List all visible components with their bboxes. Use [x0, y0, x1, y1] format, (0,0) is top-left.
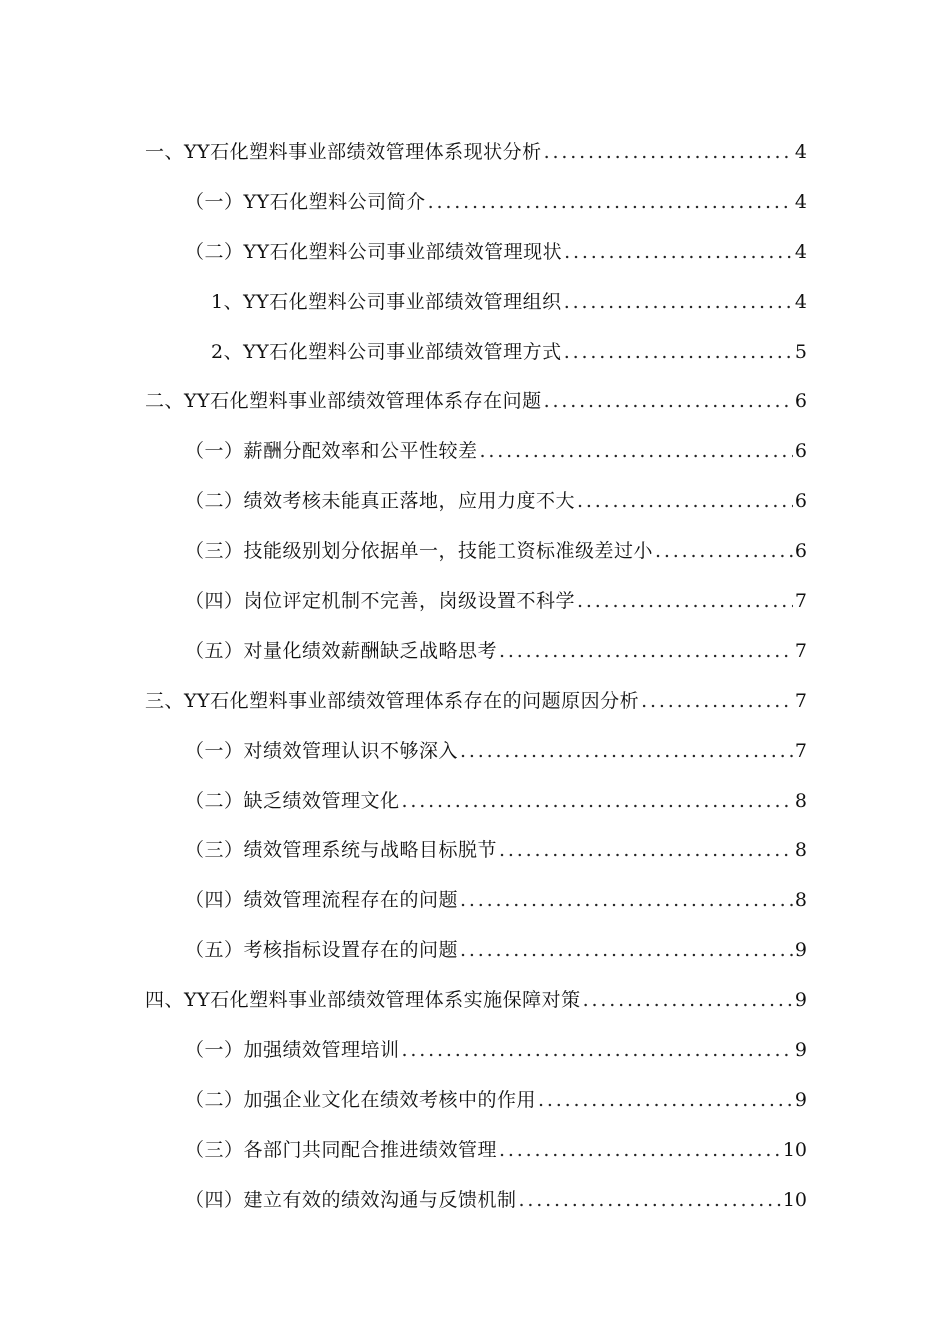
- toc-page-number: 7: [794, 739, 807, 762]
- toc-entry[interactable]: [145, 577, 807, 627]
- toc-entry[interactable]: [145, 1076, 807, 1126]
- toc-entry[interactable]: [145, 228, 807, 278]
- toc-dot-leader: [564, 228, 793, 278]
- toc-entry-title: 二、YY石化塑料事业部绩效管理体系存在问题: [145, 390, 542, 413]
- toc-entry[interactable]: [145, 876, 807, 926]
- toc-entry-title: 三、YY石化塑料事业部绩效管理体系存在的问题原因分析: [145, 689, 640, 712]
- toc-entry[interactable]: [145, 826, 807, 876]
- toc-entry[interactable]: [145, 976, 807, 1026]
- toc-entry[interactable]: [145, 1126, 807, 1176]
- toc-dot-leader: [564, 278, 793, 328]
- toc-entry-title: 四、YY石化塑料事业部绩效管理体系实施保障对策: [145, 989, 581, 1012]
- toc-dot-leader: [544, 377, 793, 427]
- toc-entry-title: （二）缺乏绩效管理文化: [185, 789, 400, 812]
- toc-entry[interactable]: [145, 777, 807, 827]
- toc-page-number: 6: [794, 390, 807, 413]
- toc-dot-leader: [460, 876, 793, 926]
- toc-dot-leader: [460, 926, 793, 976]
- toc-page-number: 7: [794, 689, 807, 712]
- toc-dot-leader: [460, 727, 793, 777]
- toc-entry[interactable]: [145, 677, 807, 727]
- toc-dot-leader: [402, 777, 793, 827]
- toc-entry-title: 一、YY石化塑料事业部绩效管理体系现状分析: [145, 141, 542, 163]
- toc-entry-title: （四）绩效管理流程存在的问题: [185, 889, 459, 912]
- toc-dot-leader: [480, 427, 793, 477]
- toc-dot-leader: [564, 328, 793, 378]
- toc-entry-title: 2、YY石化塑料公司事业部绩效管理方式: [211, 340, 562, 363]
- table-of-contents: [145, 128, 807, 1226]
- toc-entry-title: （二）绩效考核未能真正落地，应用力度不大: [185, 490, 576, 513]
- toc-entry[interactable]: [145, 1026, 807, 1076]
- toc-entry-title: （一）对绩效管理认识不够深入: [185, 739, 459, 762]
- toc-entry[interactable]: [145, 377, 807, 427]
- toc-entry-title: （二）加强企业文化在绩效考核中的作用: [185, 1088, 537, 1111]
- toc-entry-title: （二）YY石化塑料公司事业部绩效管理现状: [185, 240, 563, 263]
- toc-page-number: 6: [794, 440, 807, 463]
- toc-dot-leader: [583, 976, 793, 1026]
- toc-dot-leader: [577, 577, 793, 627]
- toc-page-number: 9: [794, 939, 807, 962]
- toc-page-number: 5: [794, 340, 807, 363]
- toc-entry-title: （一）加强绩效管理培训: [185, 1039, 400, 1062]
- toc-page-number: 7: [794, 590, 807, 613]
- toc-entry[interactable]: [145, 178, 807, 228]
- toc-entry[interactable]: [145, 427, 807, 477]
- toc-page-number: 4: [794, 190, 807, 213]
- toc-entry[interactable]: [145, 128, 807, 178]
- toc-entry-title: （一）薪酬分配效率和公平性较差: [185, 440, 478, 463]
- toc-dot-leader: [544, 128, 793, 178]
- toc-entry-title: （三）技能级别划分依据单一，技能工资标准级差过小: [185, 540, 654, 563]
- toc-page-number: 8: [794, 889, 807, 912]
- toc-page-number: 9: [794, 989, 807, 1012]
- toc-entry[interactable]: [145, 328, 807, 378]
- toc-dot-leader: [641, 677, 793, 727]
- toc-page-number: 6: [794, 490, 807, 513]
- toc-dot-leader: [655, 527, 793, 577]
- toc-dot-leader: [428, 178, 793, 228]
- toc-entry[interactable]: [145, 627, 807, 677]
- toc-entry-title: （四）建立有效的绩效沟通与反馈机制: [185, 1188, 517, 1211]
- toc-dot-leader: [519, 1176, 781, 1226]
- toc-entry[interactable]: [145, 278, 807, 328]
- toc-entry-title: 1、YY石化塑料公司事业部绩效管理组织: [211, 290, 562, 313]
- toc-page-number: 8: [794, 839, 807, 862]
- toc-dot-leader: [499, 627, 793, 677]
- toc-entry[interactable]: [145, 727, 807, 777]
- toc-entry-title: （三）绩效管理系统与战略目标脱节: [185, 839, 498, 862]
- toc-entry-title: （五）对量化绩效薪酬缺乏战略思考: [185, 639, 498, 662]
- toc-dot-leader: [499, 1126, 781, 1176]
- toc-dot-leader: [538, 1076, 793, 1126]
- toc-entry[interactable]: [145, 527, 807, 577]
- toc-entry-title: （五）考核指标设置存在的问题: [185, 939, 459, 962]
- toc-page-number: 8: [794, 789, 807, 812]
- toc-page-number: 10: [782, 1138, 807, 1161]
- toc-entry[interactable]: [145, 477, 807, 527]
- toc-page-number: 10: [782, 1188, 807, 1211]
- toc-dot-leader: [499, 826, 793, 876]
- toc-page-number: 4: [794, 240, 807, 263]
- toc-page-number: 9: [794, 1088, 807, 1111]
- toc-entry-title: （三）各部门共同配合推进绩效管理: [185, 1138, 498, 1161]
- toc-entry[interactable]: [145, 926, 807, 976]
- toc-page-number: 4: [794, 290, 807, 313]
- toc-entry-title: （四）岗位评定机制不完善，岗级设置不科学: [185, 590, 576, 613]
- toc-page-number: 4: [794, 141, 807, 163]
- toc-page-number: 6: [794, 540, 807, 563]
- toc-entry[interactable]: [145, 1176, 807, 1226]
- toc-dot-leader: [577, 477, 793, 527]
- toc-dot-leader: [402, 1026, 793, 1076]
- toc-page-number: 7: [794, 639, 807, 662]
- toc-entry-title: （一）YY石化塑料公司简介: [185, 190, 426, 213]
- toc-page-number: 9: [794, 1039, 807, 1062]
